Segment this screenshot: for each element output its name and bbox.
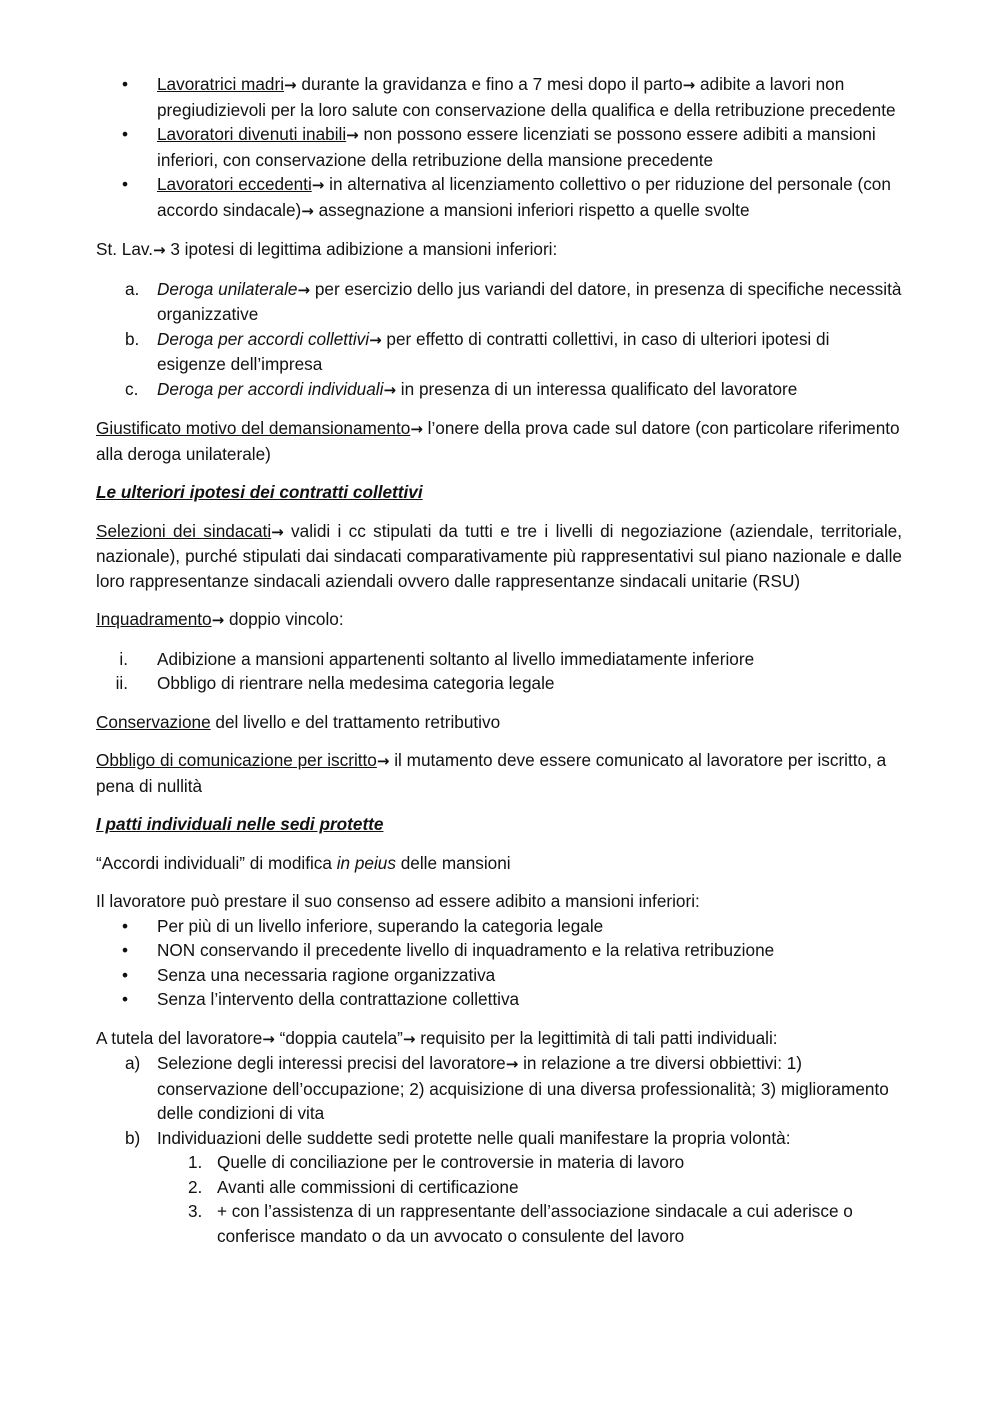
arrow-icon: →	[346, 126, 359, 144]
para-text: 3 ipotesi di legittima adibizione a mansioni inferiori:	[165, 239, 558, 259]
para-text: delle mansioni	[395, 852, 511, 873]
list-marker: 1.	[188, 1152, 203, 1172]
item-text: + con l’assistenza di un rappresentante dell’associazione sindacale a cui aderisce o conferisce mandato o da un avvocato o consulente del lavoro	[217, 1201, 853, 1246]
ipotesi-list	[96, 277, 902, 403]
section-heading: I patti individuali nelle sedi protette	[96, 814, 384, 834]
list-marker: i.	[119, 648, 128, 669]
list-marker: c.	[125, 378, 139, 399]
item-text: non possono essere licenziati se possono essere adibiti a mansioni inferiori, con conservazione della retribuzione della mansione precedente	[157, 124, 876, 170]
list-marker: a)	[125, 1053, 141, 1073]
paragraph-accordi	[96, 851, 902, 876]
item-text: Quelle di conciliazione per le controversie in materia di lavoro	[217, 1152, 685, 1172]
arrow-icon: →	[297, 280, 311, 299]
item-text: adibite a lavori non pregiudizievoli per la loro salute con conservazione della qualifica e della retribuzione precedente	[157, 74, 896, 120]
para-text: del livello e del trattamento retributivo	[210, 711, 501, 732]
arrow-icon: →	[311, 176, 325, 194]
list-item	[96, 377, 902, 403]
item-lead: Deroga unilaterale	[157, 278, 298, 299]
item-lead: Deroga per accordi individuali	[157, 378, 384, 399]
item-lead: Lavoratori divenuti inabili	[157, 124, 347, 144]
list-item	[96, 1150, 902, 1175]
item-text: Individuazioni delle suddette sedi protette nelle quali manifestare la propria volontà:	[157, 1127, 791, 1148]
paragraph-inquadramento	[96, 607, 902, 633]
list-item	[96, 647, 902, 672]
list-item: • NON conservando il precedente livello di inquadramento e la relativa retribuzione	[96, 938, 902, 963]
item-text: Selezione degli interessi precisi del lavoratore	[157, 1053, 506, 1073]
arrow-icon: →	[410, 420, 423, 438]
item-text: per effetto di contratti collettivi, in caso di ulteriori ipotesi di esigenze dell’impresa	[157, 328, 830, 374]
document-page	[96, 72, 902, 1248]
item-text: Avanti alle commissioni di certificazione	[217, 1176, 519, 1197]
item-lead: Lavoratori eccedenti	[157, 174, 312, 194]
list-item: • Senza una necessaria ragione organizzativa	[96, 963, 902, 988]
paragraph-selezioni	[96, 519, 902, 594]
item-text: per esercizio dello jus variandi del datore, in presenza di specifiche necessità organizzative	[157, 278, 902, 324]
para-text: “doppia cautela”	[274, 1027, 403, 1048]
consenso-list	[96, 914, 902, 1012]
arrow-icon: →	[369, 330, 382, 349]
arrow-icon: →	[383, 380, 397, 399]
para-emphasis: in peius	[336, 852, 396, 873]
list-item: • Per più di un livello inferiore, superando la categoria legale	[96, 914, 902, 939]
list-marker: b.	[125, 328, 140, 349]
para-lead: Obbligo di comunicazione per iscritto	[96, 750, 377, 770]
paragraph-obbligo	[96, 748, 902, 798]
para-text: A tutela del lavoratore	[96, 1027, 263, 1048]
section-heading: Le ulteriori ipotesi dei contratti collettivi	[96, 482, 423, 502]
arrow-icon: →	[505, 1055, 519, 1073]
para-text: requisito per la legittimità di tali patti individuali:	[415, 1027, 778, 1048]
arrow-icon: →	[271, 522, 284, 541]
list-item	[96, 327, 902, 377]
para-lead: Conservazione	[96, 711, 211, 732]
para-lead: Inquadramento	[96, 609, 212, 629]
para-text: il mutamento deve essere comunicato al lavoratore per iscritto, a pena di nullità	[96, 750, 887, 796]
cautele-list	[96, 1051, 902, 1150]
sedi-list	[96, 1150, 902, 1248]
item-text: in relazione a tre diversi obbiettivi: 1) conservazione dell’occupazione; 2) acquisizione di una diversa professionalità; 3) miglioramento delle condizioni di vita	[157, 1053, 889, 1123]
top-bullet-list	[96, 72, 902, 223]
list-item	[96, 172, 902, 223]
list-item: • Senza l’intervento della contrattazione collettiva	[96, 987, 902, 1012]
list-item	[96, 122, 902, 172]
arrow-icon: →	[301, 201, 314, 220]
vincoli-list	[96, 647, 902, 696]
list-item	[96, 72, 902, 122]
list-item	[96, 1199, 902, 1248]
arrow-icon: →	[153, 241, 166, 259]
item-lead: Lavoratrici madri	[157, 74, 285, 94]
item-text: in alternativa al licenziamento collettivo o per riduzione del personale (con accordo sindacale)	[157, 174, 891, 220]
paragraph-consenso: Il lavoratore può prestare il suo consenso ad essere adibito a mansioni inferiori:	[96, 891, 700, 911]
para-lead: Giustificato motivo del demansionamento	[96, 418, 411, 438]
list-item	[96, 1175, 902, 1200]
list-item	[96, 671, 902, 696]
item-text: durante la gravidanza e fino a 7 mesi dopo il parto	[296, 74, 683, 94]
list-marker: b)	[125, 1127, 141, 1148]
arrow-icon: →	[376, 752, 390, 770]
list-item	[96, 277, 902, 327]
arrow-icon: →	[284, 76, 297, 94]
list-item	[96, 1126, 902, 1151]
item-lead: Deroga per accordi collettivi	[157, 328, 370, 349]
para-text: doppio vincolo:	[224, 609, 344, 629]
paragraph-st-lav	[96, 237, 902, 263]
para-text: l’onere della prova cade sul datore (con particolare riferimento alla deroga unilaterale)	[96, 418, 900, 464]
para-text: “Accordi individuali” di modifica	[96, 852, 337, 873]
item-text: Obbligo di rientrare nella medesima categoria legale	[157, 673, 555, 693]
item-text: assegnazione a mansioni inferiori rispetto a quelle svolte	[313, 199, 750, 220]
item-text: in presenza di un interessa qualificato del lavoratore	[396, 378, 798, 399]
arrow-icon: →	[402, 1029, 416, 1048]
item-text: Adibizione a mansioni appartenenti soltanto al livello immediatamente inferiore	[157, 648, 755, 669]
paragraph-giustificato	[96, 416, 902, 466]
list-marker: ii.	[115, 673, 128, 693]
paragraph-conservazione	[96, 710, 902, 735]
arrow-icon: →	[682, 76, 696, 94]
list-marker: a.	[125, 278, 140, 299]
arrow-icon: →	[211, 611, 225, 629]
arrow-icon: →	[262, 1029, 275, 1048]
para-lead: Selezioni dei sindacati	[96, 520, 272, 541]
paragraph-tutela	[96, 1026, 902, 1052]
list-item	[96, 1051, 902, 1126]
para-text: validi i cc stipulati da tutti e tre i livelli di negoziazione (aziendale, territoriale, nazionale), purché stipulati dai sindacati comparativamente più rappresentativi sul piano nazionale e dalle loro rappresentanze sindacali aziendali ovvero dalle rappresentanze sindacali unitarie (RSU)	[96, 520, 903, 591]
para-lead: St. Lav.	[96, 239, 153, 259]
list-marker: 3.	[188, 1201, 203, 1221]
list-marker: 2.	[188, 1176, 203, 1197]
